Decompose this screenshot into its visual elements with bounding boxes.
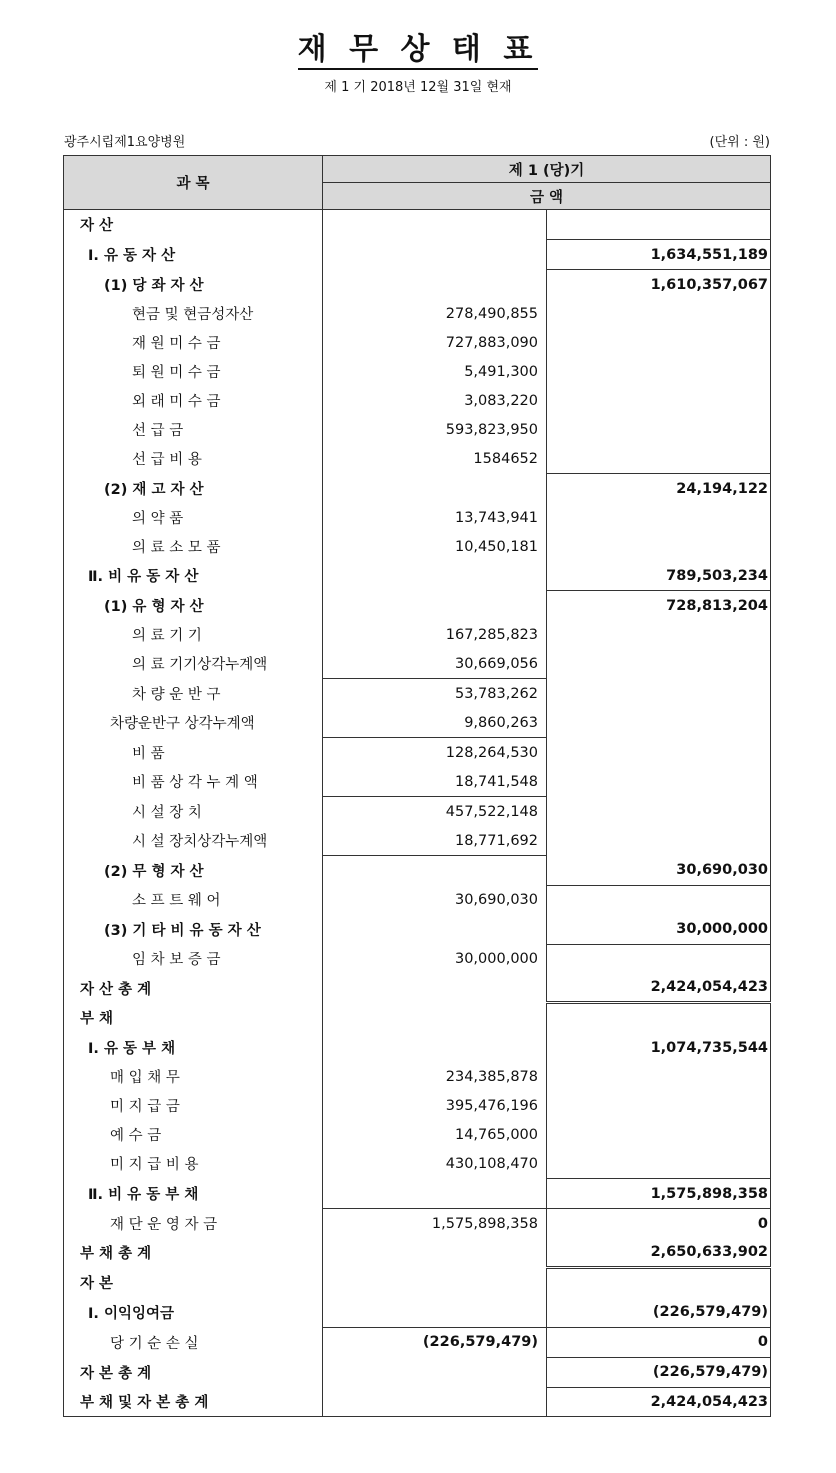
total-amount: 24,194,122 — [547, 474, 771, 504]
table-row — [64, 1357, 771, 1387]
account-label: Ⅱ. 비 유 동 자 산 — [64, 561, 323, 591]
sub-amount — [323, 1298, 547, 1328]
account-label: 의 료 소 모 품 — [64, 532, 323, 561]
total-amount — [547, 1091, 771, 1120]
table-row — [64, 591, 771, 621]
sub-amount — [323, 591, 547, 621]
sub-amount — [323, 1387, 547, 1417]
table-row — [64, 1003, 771, 1034]
total-amount — [547, 532, 771, 561]
account-label: Ⅱ. 비 유 동 부 채 — [64, 1179, 323, 1209]
table-row — [64, 357, 771, 386]
sub-amount: 30,690,030 — [323, 885, 547, 915]
sub-amount: 18,771,692 — [323, 826, 547, 856]
unit-label: (단위 : 원) — [709, 135, 770, 150]
table-row — [64, 885, 771, 915]
table-row — [64, 503, 771, 532]
table-row — [64, 944, 771, 974]
total-amount — [547, 503, 771, 532]
sub-amount: 457,522,148 — [323, 797, 547, 827]
total-amount — [547, 1149, 771, 1179]
header-row-1 — [64, 156, 771, 183]
total-amount — [547, 944, 771, 974]
total-amount: 789,503,234 — [547, 561, 771, 591]
total-amount: (226,579,479) — [547, 1298, 771, 1328]
total-amount: 30,000,000 — [547, 915, 771, 945]
sub-amount — [323, 474, 547, 504]
table-row — [64, 620, 771, 649]
sub-amount — [323, 1003, 547, 1034]
account-label: 당 기 순 손 실 — [64, 1327, 323, 1357]
table-row — [64, 1387, 771, 1417]
sub-amount: 30,000,000 — [323, 944, 547, 974]
table-row — [64, 856, 771, 886]
period-header: 제 1 (당)기 — [323, 156, 771, 183]
sub-amount: 167,285,823 — [323, 620, 547, 649]
account-label: 부 채 — [64, 1003, 323, 1034]
sub-amount — [323, 856, 547, 886]
table-row — [64, 649, 771, 679]
table-row — [64, 679, 771, 709]
page-title — [0, 24, 836, 68]
sub-amount: 13,743,941 — [323, 503, 547, 532]
sub-amount: 30,669,056 — [323, 649, 547, 679]
account-label: 재 단 운 영 자 금 — [64, 1209, 323, 1239]
table-row — [64, 415, 771, 444]
sub-amount — [323, 210, 547, 240]
total-amount — [547, 357, 771, 386]
table-row — [64, 532, 771, 561]
balance-sheet-table — [63, 155, 771, 1417]
total-amount — [547, 797, 771, 827]
account-label: 선 급 금 — [64, 415, 323, 444]
total-amount — [547, 885, 771, 915]
total-amount: 0 — [547, 1209, 771, 1239]
total-amount — [547, 679, 771, 709]
table-row — [64, 1327, 771, 1357]
account-label: 차 량 운 반 구 — [64, 679, 323, 709]
account-label: 선 급 비 용 — [64, 444, 323, 474]
account-label: 자 본 — [64, 1267, 323, 1298]
account-label: 부 채 총 계 — [64, 1238, 323, 1267]
sub-amount: 53,783,262 — [323, 679, 547, 709]
account-label: 자 본 총 계 — [64, 1357, 323, 1387]
sub-amount — [323, 1267, 547, 1298]
total-amount: 728,813,204 — [547, 591, 771, 621]
account-label: 매 입 채 무 — [64, 1062, 323, 1091]
sub-amount: 10,450,181 — [323, 532, 547, 561]
total-amount — [547, 444, 771, 474]
total-amount — [547, 826, 771, 856]
sub-amount — [323, 561, 547, 591]
sub-amount — [323, 1238, 547, 1267]
table-row — [64, 708, 771, 738]
sub-amount: 128,264,530 — [323, 738, 547, 768]
account-label: 소 프 트 웨 어 — [64, 885, 323, 915]
account-label: (3) 기 타 비 유 동 자 산 — [64, 915, 323, 945]
table-row — [64, 1298, 771, 1328]
table-row — [64, 915, 771, 945]
account-label: 부 채 및 자 본 총 계 — [64, 1387, 323, 1417]
total-amount: (226,579,479) — [547, 1357, 771, 1387]
account-label: Ⅰ. 유 동 자 산 — [64, 240, 323, 270]
total-amount — [547, 738, 771, 768]
table-row — [64, 561, 771, 591]
total-amount: 1,634,551,189 — [547, 240, 771, 270]
sub-amount: 1,575,898,358 — [323, 1209, 547, 1239]
table-row — [64, 1120, 771, 1149]
table-row — [64, 1209, 771, 1239]
sub-amount: 278,490,855 — [323, 299, 547, 328]
total-amount — [547, 415, 771, 444]
account-label: 자 산 총 계 — [64, 974, 323, 1003]
table-row — [64, 1149, 771, 1179]
sub-amount: 727,883,090 — [323, 328, 547, 357]
account-label: 자 산 — [64, 210, 323, 240]
table-row — [64, 797, 771, 827]
sub-amount: 5,491,300 — [323, 357, 547, 386]
table-row — [64, 210, 771, 240]
total-amount — [547, 1267, 771, 1298]
account-label: (1) 당 좌 자 산 — [64, 270, 323, 300]
sub-amount: 430,108,470 — [323, 1149, 547, 1179]
amount-header: 금 액 — [323, 183, 771, 210]
total-amount — [547, 708, 771, 738]
sub-amount — [323, 1179, 547, 1209]
account-label: 외 래 미 수 금 — [64, 386, 323, 415]
table-row — [64, 826, 771, 856]
total-amount — [547, 1120, 771, 1149]
total-amount — [547, 328, 771, 357]
account-label: 미 지 급 비 용 — [64, 1149, 323, 1179]
company-name: 광주시립제1요양병원 — [64, 135, 186, 150]
account-label: 차량운반구 상각누계액 — [64, 708, 323, 738]
table-row — [64, 444, 771, 474]
account-label: (1) 유 형 자 산 — [64, 591, 323, 621]
account-label: 의 료 기 기 — [64, 620, 323, 649]
account-label: Ⅰ. 유 동 부 채 — [64, 1033, 323, 1062]
sub-amount: 18,741,548 — [323, 767, 547, 797]
sub-amount: 1584652 — [323, 444, 547, 474]
total-amount — [547, 620, 771, 649]
total-amount: 1,610,357,067 — [547, 270, 771, 300]
account-label: 시 설 장치상각누계액 — [64, 826, 323, 856]
total-amount — [547, 1062, 771, 1091]
table-row — [64, 738, 771, 768]
title-text: 재 무 상 태 표 — [298, 32, 539, 70]
sub-amount: 593,823,950 — [323, 415, 547, 444]
sub-amount: 14,765,000 — [323, 1120, 547, 1149]
sub-amount — [323, 1033, 547, 1062]
account-label: 미 지 급 금 — [64, 1091, 323, 1120]
total-amount — [547, 767, 771, 797]
total-amount: 1,575,898,358 — [547, 1179, 771, 1209]
account-label: Ⅰ. 이익잉여금 — [64, 1298, 323, 1328]
account-label: 퇴 원 미 수 금 — [64, 357, 323, 386]
account-label: 시 설 장 치 — [64, 797, 323, 827]
total-amount — [547, 386, 771, 415]
table-row — [64, 1267, 771, 1298]
total-amount: 2,424,054,423 — [547, 1387, 771, 1417]
total-amount — [547, 210, 771, 240]
account-label: (2) 재 고 자 산 — [64, 474, 323, 504]
total-amount — [547, 1003, 771, 1034]
total-amount: 0 — [547, 1327, 771, 1357]
table-row — [64, 386, 771, 415]
table-row — [64, 1179, 771, 1209]
account-label: (2) 무 형 자 산 — [64, 856, 323, 886]
account-label: 현금 및 현금성자산 — [64, 299, 323, 328]
sub-amount — [323, 270, 547, 300]
total-amount: 2,650,633,902 — [547, 1238, 771, 1267]
total-amount: 1,074,735,544 — [547, 1033, 771, 1062]
total-amount: 2,424,054,423 — [547, 974, 771, 1003]
account-label: 비 품 상 각 누 계 액 — [64, 767, 323, 797]
table-row — [64, 474, 771, 504]
sub-amount: 9,860,263 — [323, 708, 547, 738]
sub-amount — [323, 974, 547, 1003]
sub-amount: 395,476,196 — [323, 1091, 547, 1120]
account-label: 임 차 보 증 금 — [64, 944, 323, 974]
account-label: 비 품 — [64, 738, 323, 768]
table-row — [64, 1033, 771, 1062]
account-label: 의 약 품 — [64, 503, 323, 532]
total-amount: 30,690,030 — [547, 856, 771, 886]
table-row — [64, 767, 771, 797]
period-subtitle: 제 1 기 2018년 12월 31일 현재 — [324, 80, 512, 95]
sub-amount: 3,083,220 — [323, 386, 547, 415]
total-amount — [547, 649, 771, 679]
table-row — [64, 1062, 771, 1091]
sub-amount — [323, 1357, 547, 1387]
subject-header: 과 목 — [64, 156, 323, 210]
total-amount — [547, 299, 771, 328]
table-row — [64, 328, 771, 357]
account-label: 의 료 기기상각누계액 — [64, 649, 323, 679]
sub-amount: (226,579,479) — [323, 1327, 547, 1357]
sub-amount — [323, 240, 547, 270]
table-row — [64, 270, 771, 300]
table-row — [64, 1091, 771, 1120]
table-row — [64, 240, 771, 270]
table-row — [64, 974, 771, 1003]
table-row — [64, 299, 771, 328]
table-body — [64, 210, 771, 1417]
account-label: 재 원 미 수 금 — [64, 328, 323, 357]
table-row — [64, 1238, 771, 1267]
sub-amount — [323, 915, 547, 945]
sub-amount: 234,385,878 — [323, 1062, 547, 1091]
account-label: 예 수 금 — [64, 1120, 323, 1149]
